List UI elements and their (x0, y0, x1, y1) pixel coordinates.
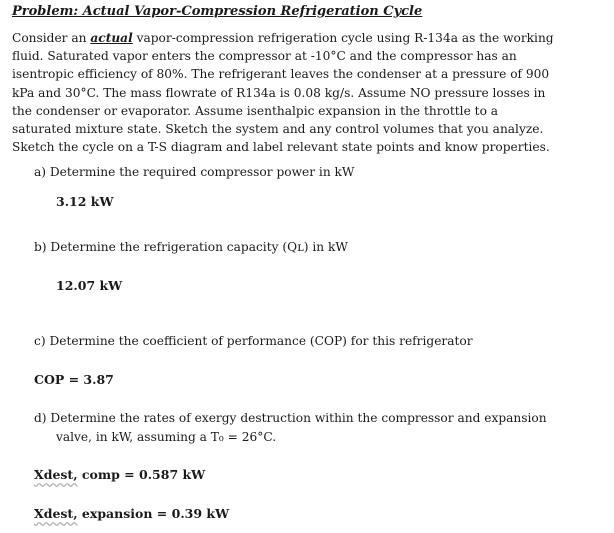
problem-line-1: Consider an actual vapor-compression refrigeration cycle using R-134a as the working (12, 31, 554, 45)
problem-line-7: Sketch the cycle on a T-S diagram and label relevant state points and know properties. (12, 140, 550, 155)
problem-line-6: saturated mixture state. Sketch the system and any control volumes that you analyze. (12, 122, 544, 137)
problem-line-2: fluid. Saturated vapor enters the compressor at -10°C and the compressor has an (12, 49, 517, 64)
question-a: a) Determine the required compressor power in kW (34, 165, 355, 179)
answer-d-compressor: Xdest, comp = 0.587 kW (34, 467, 206, 482)
problem-line-4: kPa and 30°C. The mass flowrate of R134a is 0.08 kg/s. Assume NO pressure losses in (12, 85, 546, 100)
emphasis-actual: actual (90, 31, 133, 45)
answer-a: 3.12 kW (56, 194, 114, 209)
question-d-line-1: d) Determine the rates of exergy destruction within the compressor and expansion (34, 411, 547, 425)
xdest-label: Xdest, (34, 467, 78, 482)
answer-d-expansion: Xdest, expansion = 0.39 kW (34, 506, 230, 521)
problem-statement (12, 29, 552, 156)
problem-line-3: isentropic efficiency of 80%. The refrigerant leaves the condenser at a pressure of 900 (12, 67, 550, 82)
page-title: Problem: Actual Vapor-Compression Refrigeration Cycle (12, 4, 423, 19)
question-c: c) Determine the coefficient of performance (COP) for this refrigerator (34, 334, 473, 348)
answer-b: 12.07 kW (56, 278, 123, 293)
question-b: b) Determine the refrigeration capacity (Qʟ) in kW (34, 240, 348, 254)
question-d-line-2: valve, in kW, assuming a T₀ = 26°C. (56, 430, 277, 444)
problem-line-5: the condenser or evaporator. Assume isenthalpic expansion in the throttle to a (12, 103, 499, 118)
xdest-label: Xdest, (34, 506, 78, 521)
answer-c: COP = 3.87 (34, 372, 114, 387)
